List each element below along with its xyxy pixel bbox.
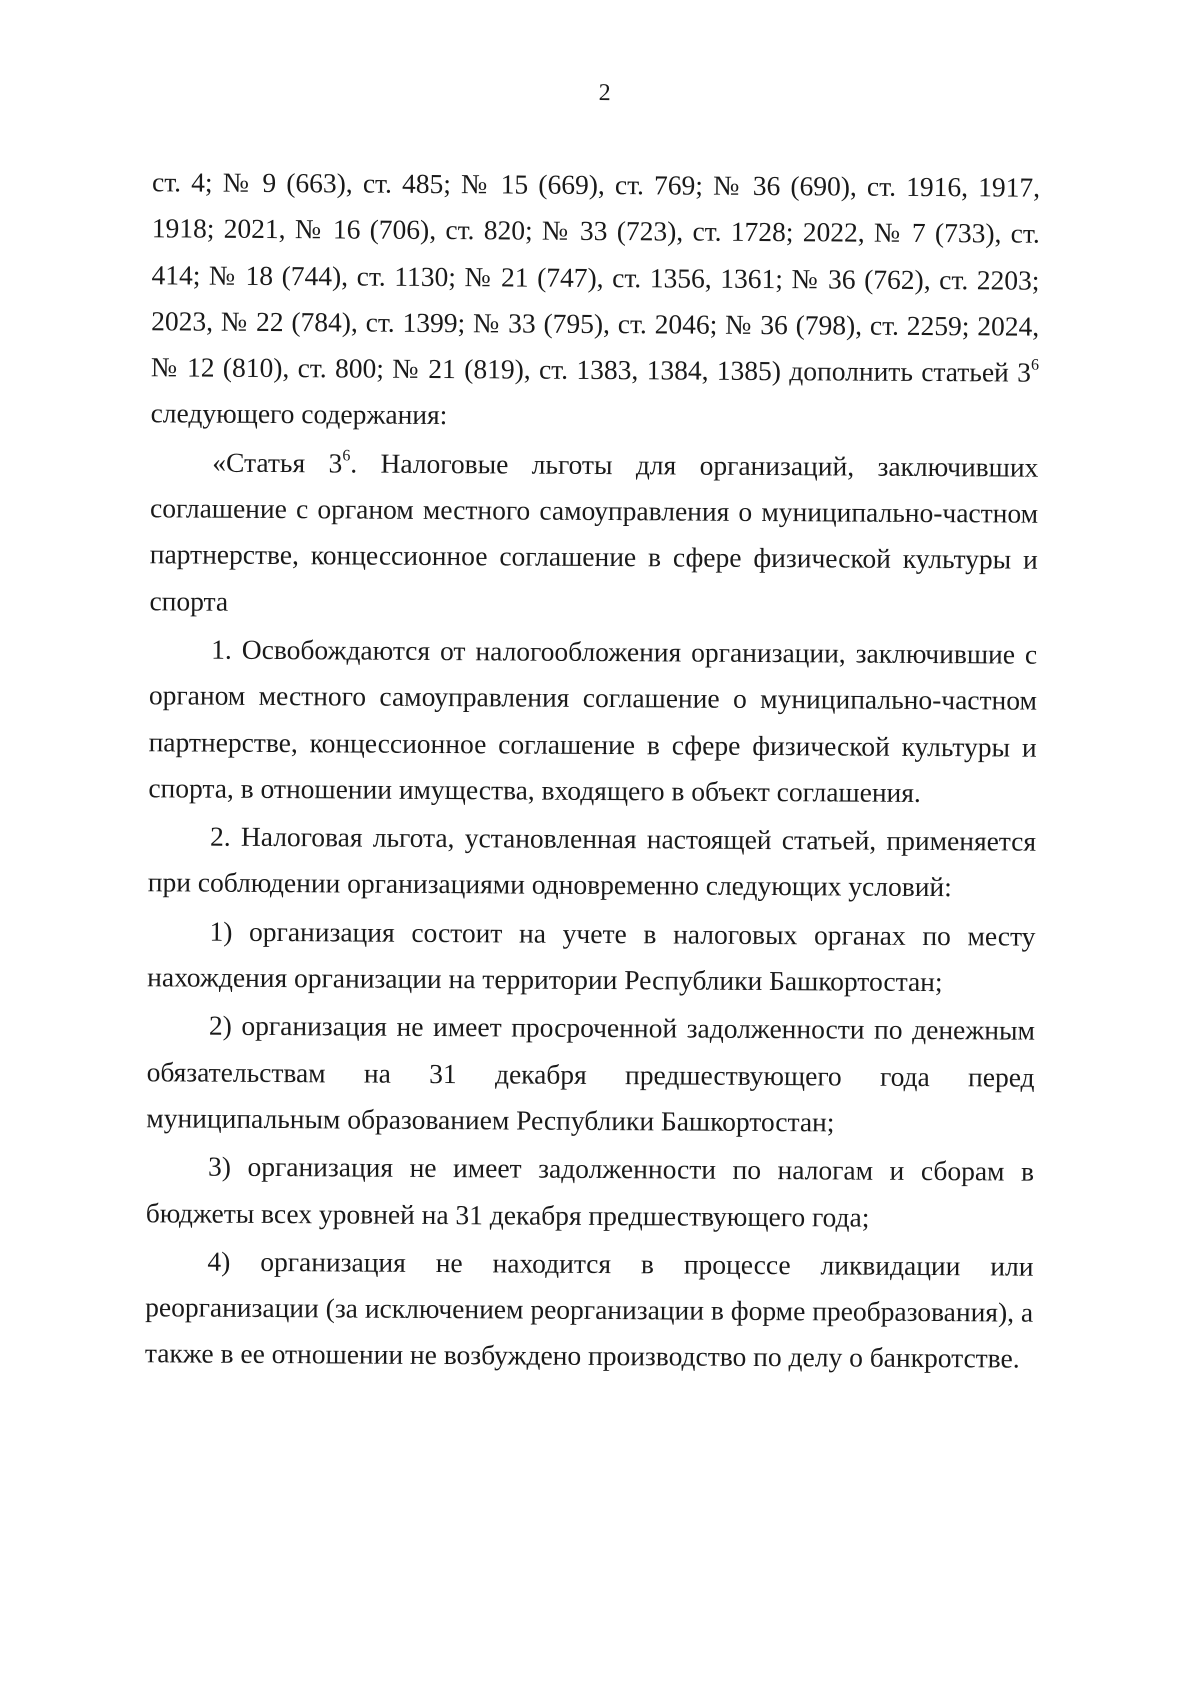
- page-number: 2: [598, 79, 611, 107]
- article-heading-lead: «Статья 3: [212, 446, 343, 479]
- condition-3-paragraph: 3) организация не имеет задолженности по налогам и сборам в бюджеты всех уровней на 31 декабря предшествующего года;: [145, 1150, 1035, 1233]
- condition-2-paragraph: 2) организация не имеет просроченной задолженности по денежным обязательствам на 31 декабря предшествующего года перед муниципальным образованием Республики Башкортостан;: [146, 1009, 1036, 1138]
- item-2-paragraph: 2. Налоговая льгота, установленная настоящей статьей, применяется при соблюдении организациями одновременно следующих условий:: [147, 820, 1037, 903]
- article-heading: [149, 439, 1038, 630]
- document-body: [145, 159, 1040, 1382]
- condition-1-paragraph: 1) организация состоит на учете в налоговых органах по месту нахождения организации на территории Республики Башкортостан;: [147, 915, 1036, 998]
- article-heading-superscript: 6: [342, 447, 351, 465]
- item-1-paragraph: 1. Освобождаются от налогообложения организации, заключившие с органом местного самоуправления соглашение о муниципально-частном партнерстве, концессионное соглашение в сфере физической культуры и спорта, в отношении имущества, входящего в объект соглашения.: [148, 633, 1038, 808]
- intro-text: ст. 4; № 9 (663), ст. 485; № 15 (669), ст. 769; № 36 (690), ст. 1916, 1917, 1918; 2021, № 16 (706), ст. 820; № 33 (723), ст. 1728; 2022, № 7 (733), ст. 414; № 18 (744), ст. 1130; № 21 (747), ст. 1356, 1361; № 36 (762), ст. 2203; 2023, № 22 (784), ст. 1399; № 33 (795), ст. 2046; № 36 (798), ст. 2259; 2024, № 12 (810), ст. 800; № 21 (819), ст. 1383, 1384, 1385) дополнить статьей 3: [150, 166, 1041, 388]
- condition-4-paragraph: 4) организация не находится в процессе ликвидации или реорганизации (за исключением реорганизации в форме преобразования), а также в ее отношении не возбуждено производство по делу о банкротстве.: [144, 1245, 1034, 1374]
- article-heading-text: . Налоговые льготы для организаций, заключивших соглашение с органом местного самоуправления о муниципально-частном партнерстве, концессионное соглашение в сфере физической культуры и спорта: [149, 447, 1039, 617]
- intro-paragraph: [151, 159, 1041, 442]
- intro-superscript: 6: [1030, 356, 1040, 374]
- intro-tail: следующего содержания:: [150, 397, 448, 431]
